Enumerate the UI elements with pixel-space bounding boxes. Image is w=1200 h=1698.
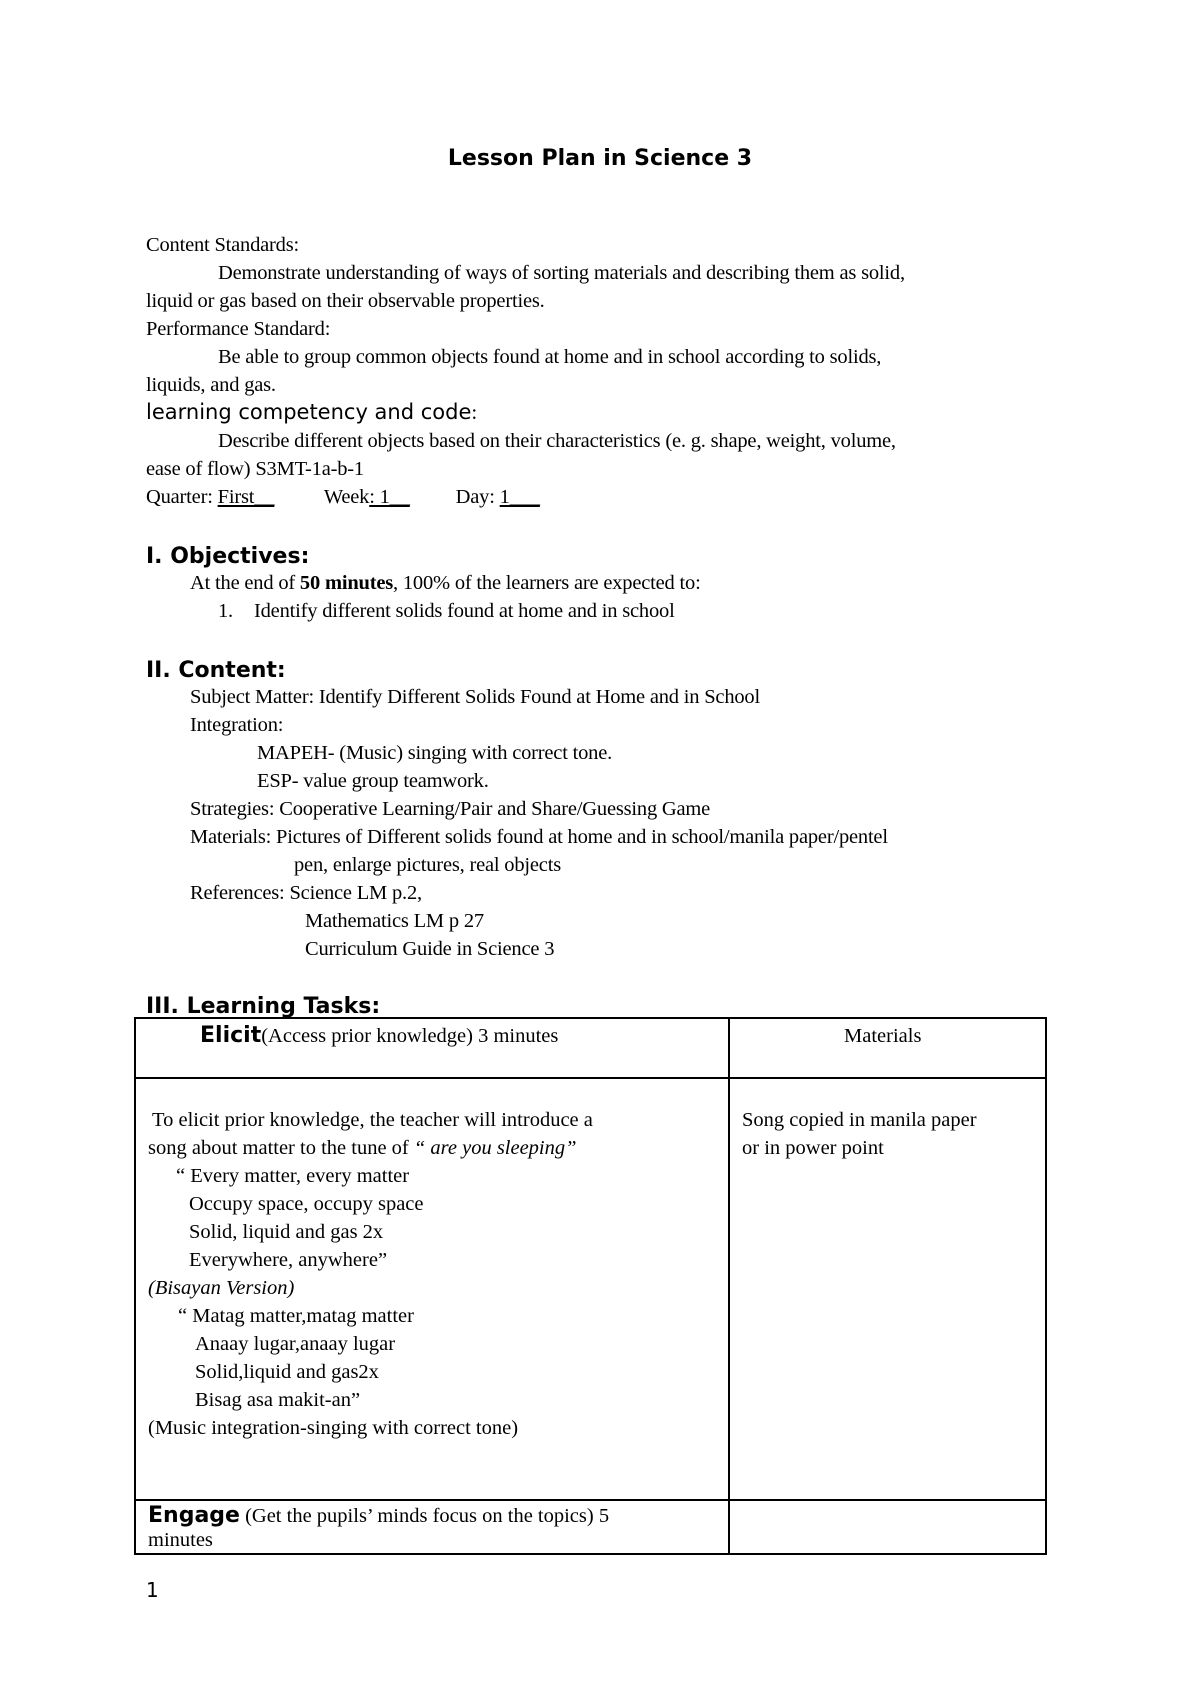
music-integration-note: (Music integration-singing with correct tone): [148, 1417, 519, 1439]
schedule-line: [146, 486, 540, 509]
competency-text-1: Describe different objects based on their characteristics (e. g. shape, weight, volume,: [218, 430, 896, 452]
integration-label: Integration:: [190, 714, 284, 736]
content-standards-text-2: liquid or gas based on their observable properties.: [146, 290, 545, 312]
table-column-divider: [728, 1019, 730, 1553]
content-standards-text-1: Demonstrate understanding of ways of sorting materials and describing them as solid,: [218, 262, 905, 284]
page-title: Lesson Plan in Science 3: [447, 146, 753, 171]
integration-mapeh: MAPEH- (Music) singing with correct tone.: [257, 742, 613, 764]
objectives-intro-pre: At the end of: [190, 572, 300, 594]
content-heading: II. Content:: [146, 658, 286, 683]
competency-text-2: ease of flow) S3MT-1a-b-1: [146, 458, 364, 480]
materials-cell-line-2: or in power point: [742, 1137, 884, 1159]
bisayan-line-1: “ Matag matter,matag matter: [178, 1305, 414, 1327]
elicit-header: [200, 1023, 558, 1048]
references-line-1: References: Science LM p.2,: [190, 882, 422, 904]
week-value: : 1__: [369, 486, 410, 508]
quarter-label: Quarter:: [146, 486, 213, 508]
objectives-intro-post: , 100% of the learners are expected to:: [393, 572, 701, 594]
performance-standard-text-1: Be able to group common objects found at home and in school according to solids,: [218, 346, 882, 368]
engage-description: (Get the pupils’ minds focus on the topics) 5: [239, 1505, 610, 1527]
materials-cell-line-1: Song copied in manila paper: [742, 1109, 977, 1131]
competency-colon: :: [471, 400, 478, 424]
strategies: Strategies: Cooperative Learning/Pair and Share/Guessing Game: [190, 798, 711, 820]
content-standards-label: Content Standards:: [146, 234, 299, 256]
objectives-intro: [190, 572, 701, 595]
engage-label: Engage: [148, 1503, 240, 1528]
materials-header: Materials: [844, 1025, 922, 1047]
objectives-duration: 50 minutes: [299, 572, 394, 594]
song-line-4: Everywhere, anywhere”: [189, 1249, 388, 1271]
performance-standard-text-2: liquids, and gas.: [146, 374, 276, 396]
references-line-2: Mathematics LM p 27: [305, 910, 484, 932]
bisayan-version-label: (Bisayan Version): [148, 1277, 295, 1299]
song-line-1: “ Every matter, every matter: [176, 1165, 410, 1187]
competency-heading: [146, 400, 477, 425]
competency-label: learning competency and code: [146, 400, 472, 424]
objective-item-number: 1.: [218, 600, 233, 622]
objectives-heading: I. Objectives:: [146, 544, 310, 569]
page-number: 1: [146, 1578, 159, 1602]
song-line-3: Solid, liquid and gas 2x: [189, 1221, 384, 1243]
references-line-3: Curriculum Guide in Science 3: [305, 938, 555, 960]
learning-tasks-table: [134, 1017, 1047, 1555]
materials-line-2: pen, enlarge pictures, real objects: [294, 854, 561, 876]
learning-tasks-heading: III. Learning Tasks:: [146, 994, 381, 1019]
elicit-body-line-2-text: song about matter to the tune of: [148, 1137, 414, 1159]
materials-line-1: Materials: Pictures of Different solids found at home and in school/manila paper/pentel: [190, 826, 888, 848]
engage-description-2: minutes: [148, 1529, 213, 1551]
subject-matter: Subject Matter: Identify Different Solids Found at Home and in School: [190, 686, 760, 708]
objective-item-1: Identify different solids found at home and in school: [254, 600, 675, 622]
bisayan-line-4: Bisag asa makit-an”: [195, 1389, 361, 1411]
elicit-body-line-2: [148, 1137, 577, 1160]
bisayan-line-3: Solid,liquid and gas2x: [195, 1361, 379, 1383]
table-row-divider-1: [136, 1077, 1045, 1079]
elicit-description: (Access prior knowledge) 3 minutes: [261, 1025, 559, 1047]
song-tune: “ are you sleeping”: [413, 1137, 577, 1159]
day-label: Day:: [455, 486, 495, 508]
table-row-divider-2: [136, 1499, 1045, 1501]
engage-header: [148, 1503, 609, 1528]
week-label: Week: [323, 486, 370, 508]
performance-standard-label: Performance Standard:: [146, 318, 331, 340]
elicit-body-line-1: To elicit prior knowledge, the teacher will introduce a: [152, 1109, 593, 1131]
quarter-value: First__: [217, 486, 275, 508]
elicit-label: Elicit: [200, 1023, 262, 1048]
bisayan-line-2: Anaay lugar,anaay lugar: [195, 1333, 396, 1355]
song-line-2: Occupy space, occupy space: [189, 1193, 424, 1215]
day-value: 1___: [499, 486, 540, 508]
integration-esp: ESP- value group teamwork.: [257, 770, 489, 792]
